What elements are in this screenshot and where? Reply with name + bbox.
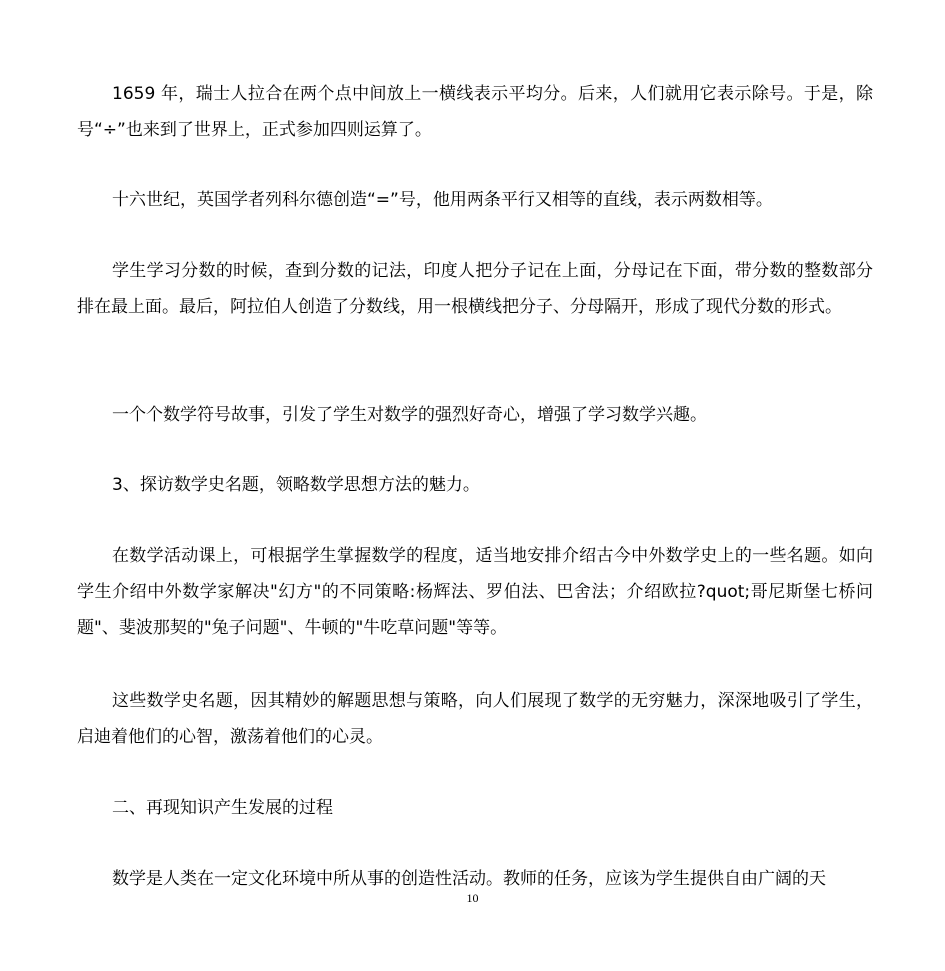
page-number: 10 [466,891,479,905]
paragraph-mathematics-creative-activity: 数学是人类在一定文化环境中所从事的创造性活动。教师的任务，应该为学生提供自由广阔的天 [112,869,826,889]
paragraph-fraction-notation-history: 学生学习分数的时候，查到分数的记法，印度人把分子记在上面，分母记在下面，带分数的整数部分排在最上面。最后，阿拉伯人创造了分数线，用一根横线把分子、分母隔开，形成了现代分数的形式。 [77,261,873,317]
section-heading-knowledge-development: 二、再现知识产生发展的过程 [112,798,333,818]
paragraph-symbol-stories-effect: 一个个数学符号故事，引发了学生对数学的强烈好奇心，增强了学习数学兴趣。 [112,405,707,425]
paragraph-division-sign-history: 1659 年，瑞士人拉合在两个点中间放上一横线表示平均分。后来，人们就用它表示除号。于是，除号“÷”也来到了世界上，正式参加四则运算了。 [77,84,873,140]
paragraph-equals-sign-history: 十六世纪，英国学者列科尔德创造“=”号，他用两条平行又相等的直线，表示两数相等。 [112,190,773,210]
paragraph-famous-problems-charm: 这些数学史名题，因其精妙的解题思想与策略，向人们展现了数学的无穷魅力，深深地吸引了学生，启迪着他们的心智，激荡着他们的心灵。 [77,691,873,747]
section-heading-famous-problems: 3、探访数学史名题，领略数学思想方法的魅力。 [112,475,480,495]
paragraph-famous-problems-introduction: 在数学活动课上，可根据学生掌握数学的程度，适当地安排介绍古今中外数学史上的一些名题。如向学生介绍中外数学家解决"幻方"的不同策略:杨辉法、罗伯法、巴舍法；介绍欧拉?quot;哥尼斯堡七桥问题"、斐波那契的"兔子问题"、牛顿的"牛吃草问题"等等。 [77,546,873,638]
